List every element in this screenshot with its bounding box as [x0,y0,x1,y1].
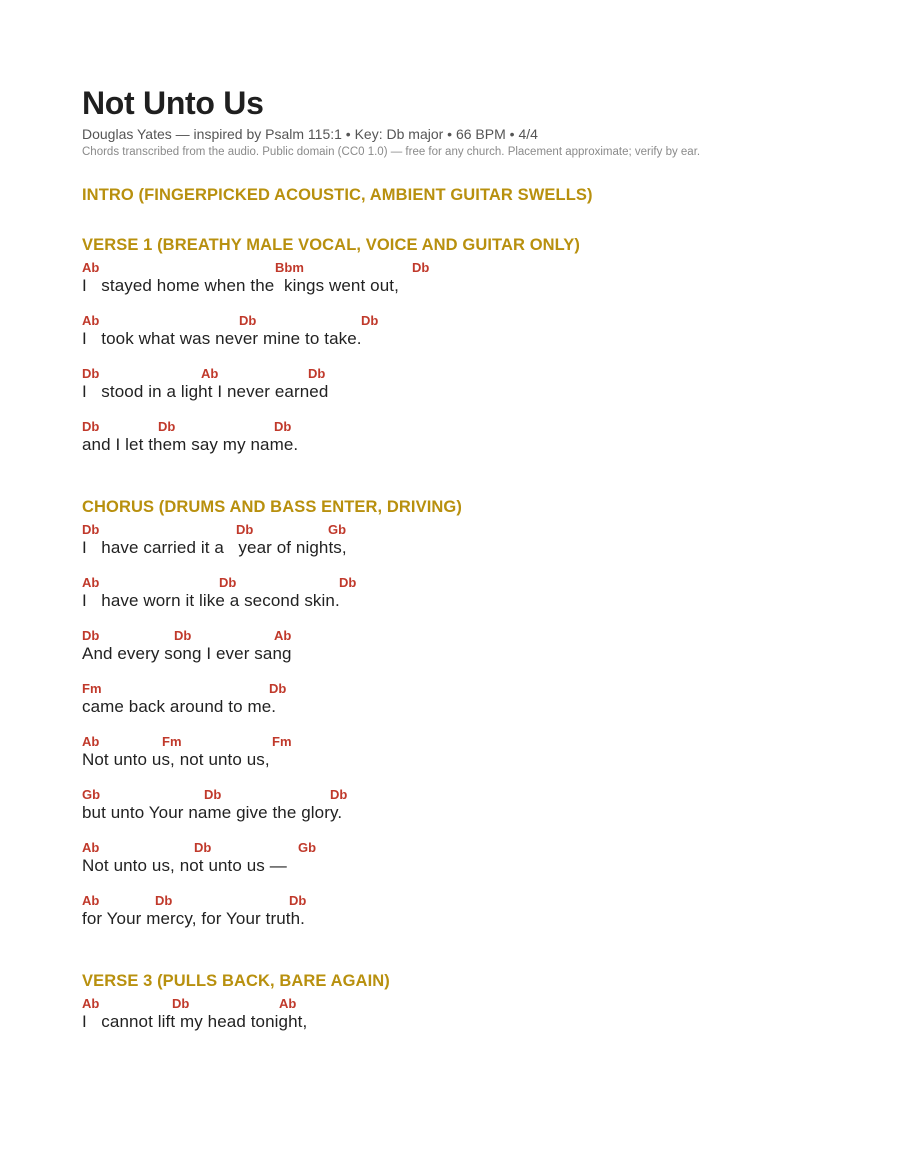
lyric-line [82,415,862,468]
lyric-text: came back around to me. [82,697,277,716]
section [82,496,862,942]
chord-row [82,624,862,643]
lyric-text: I have carried it a year of nights, [82,538,347,557]
chord: Ab [82,734,100,749]
chord-row [82,518,862,537]
lyric-line [82,836,862,889]
chord-row [82,571,862,590]
lyric-line [82,309,862,362]
chord: Db [239,313,257,328]
chord: Db [155,893,173,908]
chord: Ab [274,628,292,643]
lyric-text: I stayed home when the kings went out, [82,276,399,295]
lyric-line [82,256,862,309]
chord: Db [269,681,287,696]
chord: Fm [272,734,292,749]
lyric-line [82,362,862,415]
chord: Fm [162,734,182,749]
chord: Fm [82,681,102,696]
chord: Db [82,419,100,434]
lyric-line [82,624,862,677]
chord: Ab [279,996,297,1011]
chord: Db [82,628,100,643]
chord-row [82,309,862,328]
chord-row [82,889,862,908]
chord: Db [330,787,348,802]
chord: Db [412,260,430,275]
lyric-line [82,518,862,571]
chord: Ab [82,575,100,590]
chord: Db [361,313,379,328]
lyric-text: for Your mercy, for Your truth. [82,909,305,928]
chord: Db [172,996,190,1011]
transcription-note: Chords transcribed from the audio. Public domain (CC0 1.0) — free for any church. Placement approximate; verify by ear. [82,146,701,158]
chord: Bbm [275,260,304,275]
chord: Db [204,787,222,802]
chord: Db [82,522,100,537]
lyric-line [82,992,862,1045]
lyric-text: I took what was never mine to take. [82,329,362,348]
lyric-line [82,677,862,730]
chord: Ab [82,996,100,1011]
chord: Ab [82,893,100,908]
section [82,970,862,1045]
chord-row [82,783,862,802]
chord: Db [82,366,100,381]
lyric-line [82,730,862,783]
lyric-line [82,783,862,836]
lyric-text: but unto Your name give the glory. [82,803,343,822]
chord: Db [274,419,292,434]
section-title: INTRO (FINGERPICKED ACOUSTIC, AMBIENT GUITAR SWELLS) [82,186,593,204]
chord-row [82,362,862,381]
chord: Gb [328,522,347,537]
chord-row [82,730,862,749]
section-title: VERSE 3 (PULLS BACK, BARE AGAIN) [82,972,390,990]
chord: Db [308,366,326,381]
chord-row [82,992,862,1011]
chord: Db [219,575,237,590]
chord: Ab [82,260,100,275]
chord: Ab [82,840,100,855]
chord-row [82,677,862,696]
section-title: VERSE 1 (BREATHY MALE VOCAL, VOICE AND GUITAR ONLY) [82,236,581,254]
chord-row [82,256,862,275]
chord: Gb [82,787,101,802]
section-title: CHORUS (DRUMS AND BASS ENTER, DRIVING) [82,498,462,516]
lyric-text: Not unto us, not unto us, [82,750,270,769]
chord-row [82,415,862,434]
chord: Gb [298,840,317,855]
lyric-line [82,889,862,942]
chord: Db [339,575,357,590]
chord: Ab [82,313,100,328]
song-sections [82,184,862,1045]
lyric-text: and I let them say my name. [82,435,299,454]
chord: Db [236,522,254,537]
chord: Db [194,840,212,855]
song-title: Not Unto Us [82,85,264,121]
section [82,234,862,468]
chord: Db [289,893,307,908]
section [82,184,862,206]
chord: Db [174,628,192,643]
chord-row [82,836,862,855]
lyric-text: I cannot lift my head tonight, [82,1012,308,1031]
chord: Db [158,419,176,434]
lyric-text: I have worn it like a second skin. [82,591,340,610]
lyric-text: I stood in a light I never earned [82,382,329,401]
lyric-text: Not unto us, not unto us — [82,856,287,875]
chord-sheet [82,84,862,1045]
chord: Ab [201,366,219,381]
song-meta: Douglas Yates — inspired by Psalm 115:1 • Key: Db major • 66 BPM • 4/4 [82,126,538,142]
lyric-text: And every song I ever sang [82,644,292,663]
lyric-line [82,571,862,624]
